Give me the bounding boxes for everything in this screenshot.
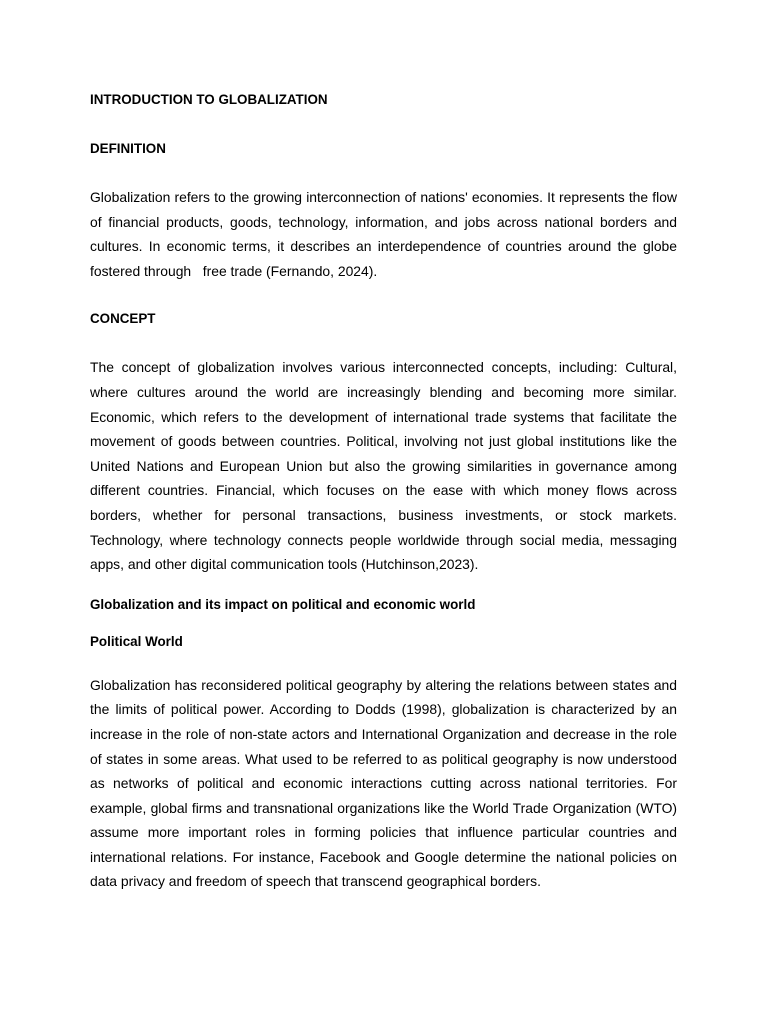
concept-heading: CONCEPT [90,311,156,327]
document-title: INTRODUCTION TO GLOBALIZATION [90,92,328,107]
concept-paragraph: The concept of globalization involves various interconnected concepts, including: Cultural, where cultures around the world are increasingly blending and becoming more similar. Economic, which refers to the development of international trade systems that facilitate the movement of goods between countries. Political, involving not just global institutions like the United Nations and European Union but also the growing similarities in governance among different countries. Financial, which focuses on the ease with which money flows across borders, whether for personal transactions, business investments, or stock markets. Technology, where technology connects people worldwide through social media, messaging apps, and other digital communication tools (Hutchinson,2023). [90,359,677,573]
definition-heading: DEFINITION [90,141,166,156]
definition-paragraph: Globalization refers to the growing interconnection of nations' economies. It represents the flow of financial products, goods, technology, information, and jobs across national borders and cultures. In economic terms, it describes an interdependence of countries around the globe fostered through free trade (Fernando, 2024). [90,189,677,279]
political-world-heading: Political World [90,633,183,649]
impact-heading: Globalization and its impact on political and economic world [90,596,476,612]
document-body [90,90,677,894]
political-world-paragraph: Globalization has reconsidered political geography by altering the relations between states and the limits of political power. According to Dodds (1998), globalization is characterized by an increase in the role of non-state actors and International Organization and decrease in the role of states in some areas. What used to be referred to as political geography is now understood as networks of political and economic interactions cutting across national territories. For example, global firms and transnational organizations like the World Trade Organization (WTO) assume more important roles in forming policies that influence particular countries and international relations. For instance, Facebook and Google determine the national policies on data privacy and freedom of speech that transcend geographical borders. [90,676,677,890]
